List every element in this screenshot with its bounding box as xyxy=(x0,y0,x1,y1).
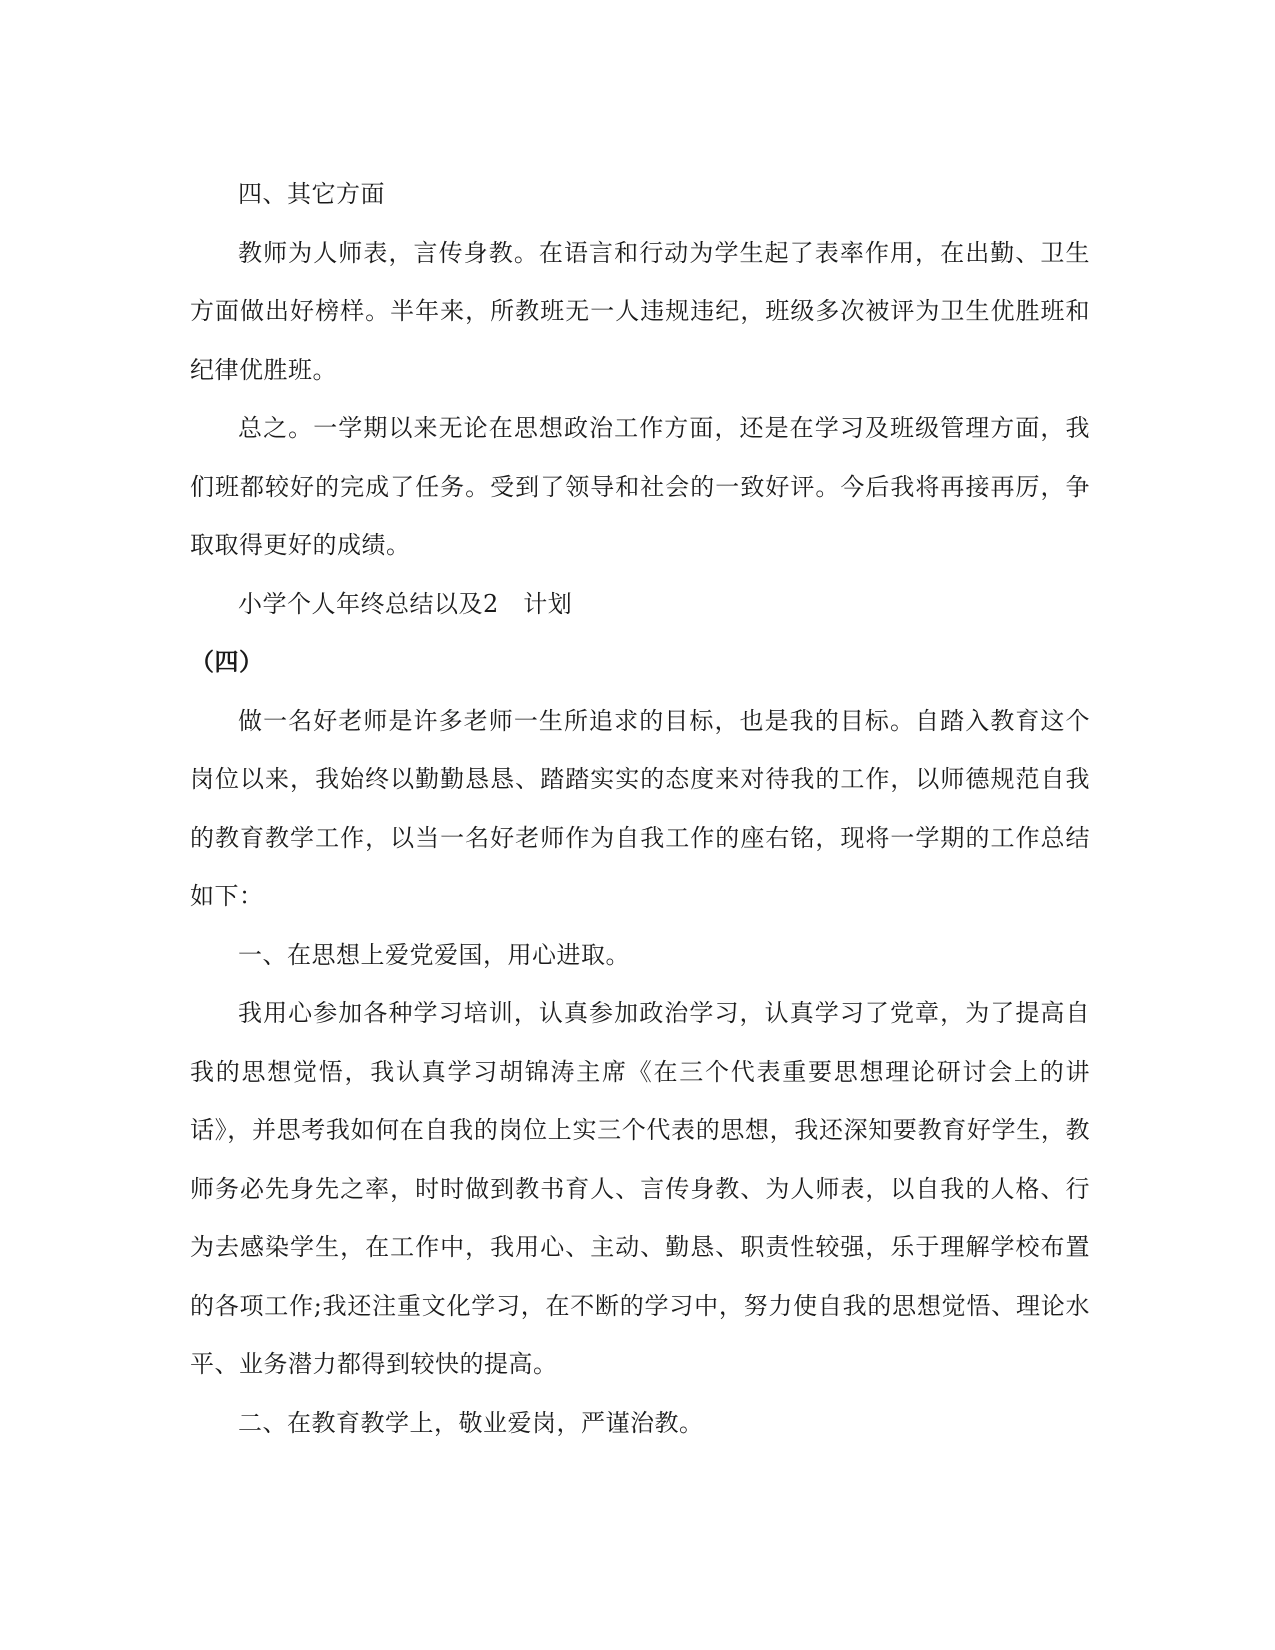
paragraph-ideology-details: 我用心参加各种学习培训，认真参加政治学习，认真学习了党章，为了提高自我的思想觉悟，我认真学习胡锦涛主席《在三个代表重要思想理论研讨会上的讲话》，并思考我如何在自我的岗位上实三个代表的思想，我还深知要教育好学生，教师务必先身先之率，时时做到教书育人、言传身教、为人师表，以自我的人格、行为去感染学生，在工作中，我用心、主动、勤恳、职责性较强，乐于理解学校布置的各项工作;我还注重文化学习，在不断的学习中，努力使自我的思想觉悟、理论水平、业务潜力都得到较快的提高。 xyxy=(190,999,1090,1378)
paragraph-summary: 总之。一学期以来无论在思想政治工作方面，还是在学习及班级管理方面，我们班都较好的完成了任务。受到了领导和社会的一致好评。今后我将再接再厉，争取取得更好的成绩。 xyxy=(190,414,1090,559)
section-heading-teaching: 二、在教育教学上，敬业爱岗，严谨治教。 xyxy=(238,1408,704,1437)
document-body xyxy=(190,165,1090,1452)
section-number-four: （四） xyxy=(190,647,264,676)
document-subtitle: 小学个人年终总结以及2 计划 xyxy=(238,589,573,618)
paragraph-introduction: 做一名好老师是许多老师一生所追求的目标，也是我的目标。自踏入教育这个岗位以来，我始终以勤勤恳恳、踏踏实实的态度来对待我的工作，以师德规范自我的教育教学工作，以当一名好老师作为自我工作的座右铭，现将一学期的工作总结如下： xyxy=(190,706,1090,910)
paragraph-teacher-role-model: 教师为人师表，言传身教。在语言和行动为学生起了表率作用，在出勤、卫生方面做出好榜样。半年来，所教班无一人违规违纪，班级多次被评为卫生优胜班和纪律优胜班。 xyxy=(190,238,1090,384)
section-heading-ideology: 一、在思想上爱党爱国，用心进取。 xyxy=(238,940,630,969)
section-heading-other-aspects: 四、其它方面 xyxy=(238,180,385,208)
